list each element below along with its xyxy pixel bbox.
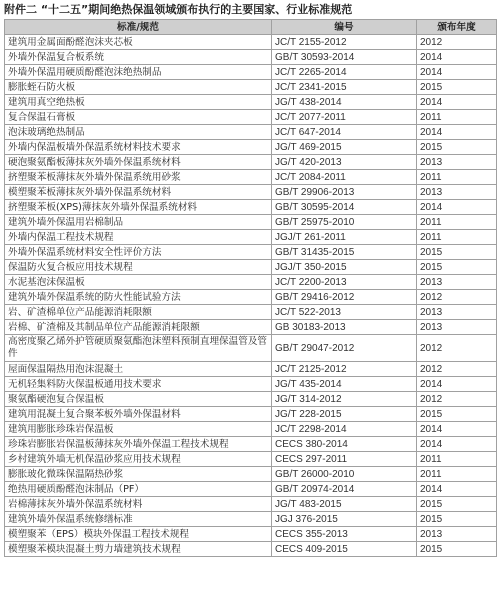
table-row <box>5 320 497 335</box>
code-cell: JC/T 2155-2012 <box>272 35 417 50</box>
code-cell: GB/T 26000-2010 <box>272 467 417 482</box>
table-row <box>5 305 497 320</box>
header-year: 颁布年度 <box>417 20 497 35</box>
code-cell: GB/T 29906-2013 <box>272 185 417 200</box>
table-row <box>5 65 497 80</box>
standard-name-cell: 岩棉薄抹灰外墙外保温系统材料 <box>5 497 272 512</box>
code-cell: JC/T 2200-2013 <box>272 275 417 290</box>
year-cell: 2011 <box>417 170 497 185</box>
table-row <box>5 245 497 260</box>
year-cell: 2015 <box>417 80 497 95</box>
table-header-row <box>5 20 497 35</box>
standard-name-cell: 建筑用混凝土复合聚苯板外墙外保温材料 <box>5 407 272 422</box>
standard-name-cell: 复合保温石膏板 <box>5 110 272 125</box>
year-cell: 2015 <box>417 407 497 422</box>
code-cell: GB/T 29047-2012 <box>272 335 417 362</box>
year-cell: 2013 <box>417 320 497 335</box>
table-row <box>5 422 497 437</box>
code-cell: JG/T 228-2015 <box>272 407 417 422</box>
table-row <box>5 170 497 185</box>
standard-name-cell: 聚氨酯硬泡复合保温板 <box>5 392 272 407</box>
standard-name-cell: 建筑外墙外保温系统的防火性能试验方法 <box>5 290 272 305</box>
year-cell: 2013 <box>417 305 497 320</box>
year-cell: 2013 <box>417 185 497 200</box>
standard-name-cell: 建筑用金属面酚醛泡沫夹芯板 <box>5 35 272 50</box>
code-cell: JG/T 483-2015 <box>272 497 417 512</box>
year-cell: 2011 <box>417 110 497 125</box>
year-cell: 2014 <box>417 95 497 110</box>
year-cell: 2015 <box>417 512 497 527</box>
table-row <box>5 482 497 497</box>
table-row <box>5 50 497 65</box>
year-cell: 2014 <box>417 65 497 80</box>
code-cell: JG/T 435-2014 <box>272 377 417 392</box>
table-row <box>5 467 497 482</box>
code-cell: JGJ/T 350-2015 <box>272 260 417 275</box>
standard-name-cell: 建筑用膨胀珍珠岩保温板 <box>5 422 272 437</box>
code-cell: JC/T 2084-2011 <box>272 170 417 185</box>
standard-name-cell: 乡村建筑外墙无机保温砂浆应用技术规程 <box>5 452 272 467</box>
year-cell: 2015 <box>417 140 497 155</box>
code-cell: JC/T 2298-2014 <box>272 422 417 437</box>
year-cell: 2014 <box>417 50 497 65</box>
year-cell: 2014 <box>417 422 497 437</box>
standard-name-cell: 外墙外保温复合板系统 <box>5 50 272 65</box>
table-caption: 附件二 “十二五”期间绝热保温领域颁布执行的主要国家、行业标准规范 <box>4 3 353 16</box>
year-cell: 2012 <box>417 290 497 305</box>
standard-name-cell: 外墙外保温用硬质酚醛泡沫绝热制品 <box>5 65 272 80</box>
standard-name-cell: 外墙外保温系统材料安全性评价方法 <box>5 245 272 260</box>
standard-name-cell: 硬泡聚氨酯板薄抹灰外墙外保温系统材料 <box>5 155 272 170</box>
code-cell: GB/T 30593-2014 <box>272 50 417 65</box>
table-row <box>5 362 497 377</box>
table-row <box>5 215 497 230</box>
table-row <box>5 512 497 527</box>
code-cell: GB/T 20974-2014 <box>272 482 417 497</box>
standard-name-cell: 模塑聚苯模块混凝土剪力墙建筑技术规程 <box>5 542 272 557</box>
table-row <box>5 200 497 215</box>
table-row <box>5 542 497 557</box>
year-cell: 2015 <box>417 542 497 557</box>
table-row <box>5 290 497 305</box>
table-row <box>5 185 497 200</box>
table-row <box>5 140 497 155</box>
code-cell: JG/T 469-2015 <box>272 140 417 155</box>
year-cell: 2015 <box>417 497 497 512</box>
standard-name-cell: 外墙内保温工程技术规程 <box>5 230 272 245</box>
standard-name-cell: 建筑外墙外保温系统修缮标准 <box>5 512 272 527</box>
code-cell: CECS 355-2013 <box>272 527 417 542</box>
table-row <box>5 377 497 392</box>
year-cell: 2012 <box>417 362 497 377</box>
code-cell: JC/T 2125-2012 <box>272 362 417 377</box>
table-row <box>5 230 497 245</box>
year-cell: 2014 <box>417 437 497 452</box>
code-cell: GB/T 30595-2014 <box>272 200 417 215</box>
standard-name-cell: 高密度聚乙烯外护管硬质聚氨酯泡沫塑料预制直埋保温管及管件 <box>5 335 272 362</box>
standard-name-cell: 水泥基泡沫保温板 <box>5 275 272 290</box>
year-cell: 2014 <box>417 482 497 497</box>
standard-name-cell: 建筑外墙外保温用岩棉制品 <box>5 215 272 230</box>
standard-name-cell: 建筑用真空绝热板 <box>5 95 272 110</box>
code-cell: JGJ 376-2015 <box>272 512 417 527</box>
year-cell: 2012 <box>417 335 497 362</box>
year-cell: 2012 <box>417 35 497 50</box>
table-row <box>5 35 497 50</box>
year-cell: 2013 <box>417 155 497 170</box>
standard-name-cell: 挤塑聚苯板(XPS)薄抹灰外墙外保温系统材料 <box>5 200 272 215</box>
standard-name-cell: 模塑聚苯板薄抹灰外墙外保温系统材料 <box>5 185 272 200</box>
standard-name-cell: 绝热用硬质酚醛泡沫制品（PF） <box>5 482 272 497</box>
code-cell: JGJ/T 261-2011 <box>272 230 417 245</box>
table-row <box>5 80 497 95</box>
year-cell: 2011 <box>417 467 497 482</box>
year-cell: 2014 <box>417 200 497 215</box>
standard-name-cell: 外墙内保温板墙外保温系统材料技术要求 <box>5 140 272 155</box>
year-cell: 2011 <box>417 452 497 467</box>
table-row <box>5 437 497 452</box>
table-row <box>5 452 497 467</box>
table-row <box>5 110 497 125</box>
standard-name-cell: 膨胀玻化微珠保温隔热砂浆 <box>5 467 272 482</box>
year-cell: 2011 <box>417 215 497 230</box>
code-cell: GB 30183-2013 <box>272 320 417 335</box>
year-cell: 2013 <box>417 275 497 290</box>
code-cell: GB/T 31435-2015 <box>272 245 417 260</box>
code-cell: CECS 297-2011 <box>272 452 417 467</box>
code-cell: JG/T 420-2013 <box>272 155 417 170</box>
code-cell: JC/T 2265-2014 <box>272 65 417 80</box>
year-cell: 2015 <box>417 260 497 275</box>
table-row <box>5 260 497 275</box>
code-cell: JG/T 314-2012 <box>272 392 417 407</box>
standard-name-cell: 膨胀蛭石防火板 <box>5 80 272 95</box>
table-row <box>5 392 497 407</box>
year-cell: 2013 <box>417 527 497 542</box>
standard-name-cell: 挤塑聚苯板薄抹灰外墙外保温系统用砂浆 <box>5 170 272 185</box>
header-code: 编号 <box>272 20 417 35</box>
table-row <box>5 275 497 290</box>
table-row <box>5 407 497 422</box>
year-cell: 2011 <box>417 230 497 245</box>
table-row <box>5 527 497 542</box>
year-cell: 2014 <box>417 125 497 140</box>
standard-name-cell: 岩棉、矿渣棉及其制品单位产品能源消耗限额 <box>5 320 272 335</box>
standard-name-cell: 保温防火复合板应用技术规程 <box>5 260 272 275</box>
year-cell: 2015 <box>417 245 497 260</box>
code-cell: JC/T 2341-2015 <box>272 80 417 95</box>
standard-name-cell: 屋面保温隔热用泡沫混凝土 <box>5 362 272 377</box>
year-cell: 2014 <box>417 377 497 392</box>
code-cell: CECS 409-2015 <box>272 542 417 557</box>
table-row <box>5 497 497 512</box>
code-cell: GB/T 29416-2012 <box>272 290 417 305</box>
standard-name-cell: 岩、矿渣棉单位产品能源消耗限额 <box>5 305 272 320</box>
code-cell: JG/T 438-2014 <box>272 95 417 110</box>
table-row <box>5 125 497 140</box>
code-cell: JC/T 522-2013 <box>272 305 417 320</box>
code-cell: JC/T 2077-2011 <box>272 110 417 125</box>
table-row <box>5 155 497 170</box>
code-cell: JC/T 647-2014 <box>272 125 417 140</box>
standards-table <box>4 19 497 557</box>
code-cell: GB/T 25975-2010 <box>272 215 417 230</box>
code-cell: CECS 380-2014 <box>272 437 417 452</box>
standard-name-cell: 珍珠岩膨胀岩保温板薄抹灰外墙外保温工程技术规程 <box>5 437 272 452</box>
standard-name-cell: 无机轻集料防火保温板通用技术要求 <box>5 377 272 392</box>
standard-name-cell: 模塑聚苯（EPS）模块外保温工程技术规程 <box>5 527 272 542</box>
table-row <box>5 335 497 362</box>
standard-name-cell: 泡沫玻璃绝热制品 <box>5 125 272 140</box>
header-standard-name: 标准/规范 <box>5 20 272 35</box>
year-cell: 2012 <box>417 392 497 407</box>
table-row <box>5 95 497 110</box>
